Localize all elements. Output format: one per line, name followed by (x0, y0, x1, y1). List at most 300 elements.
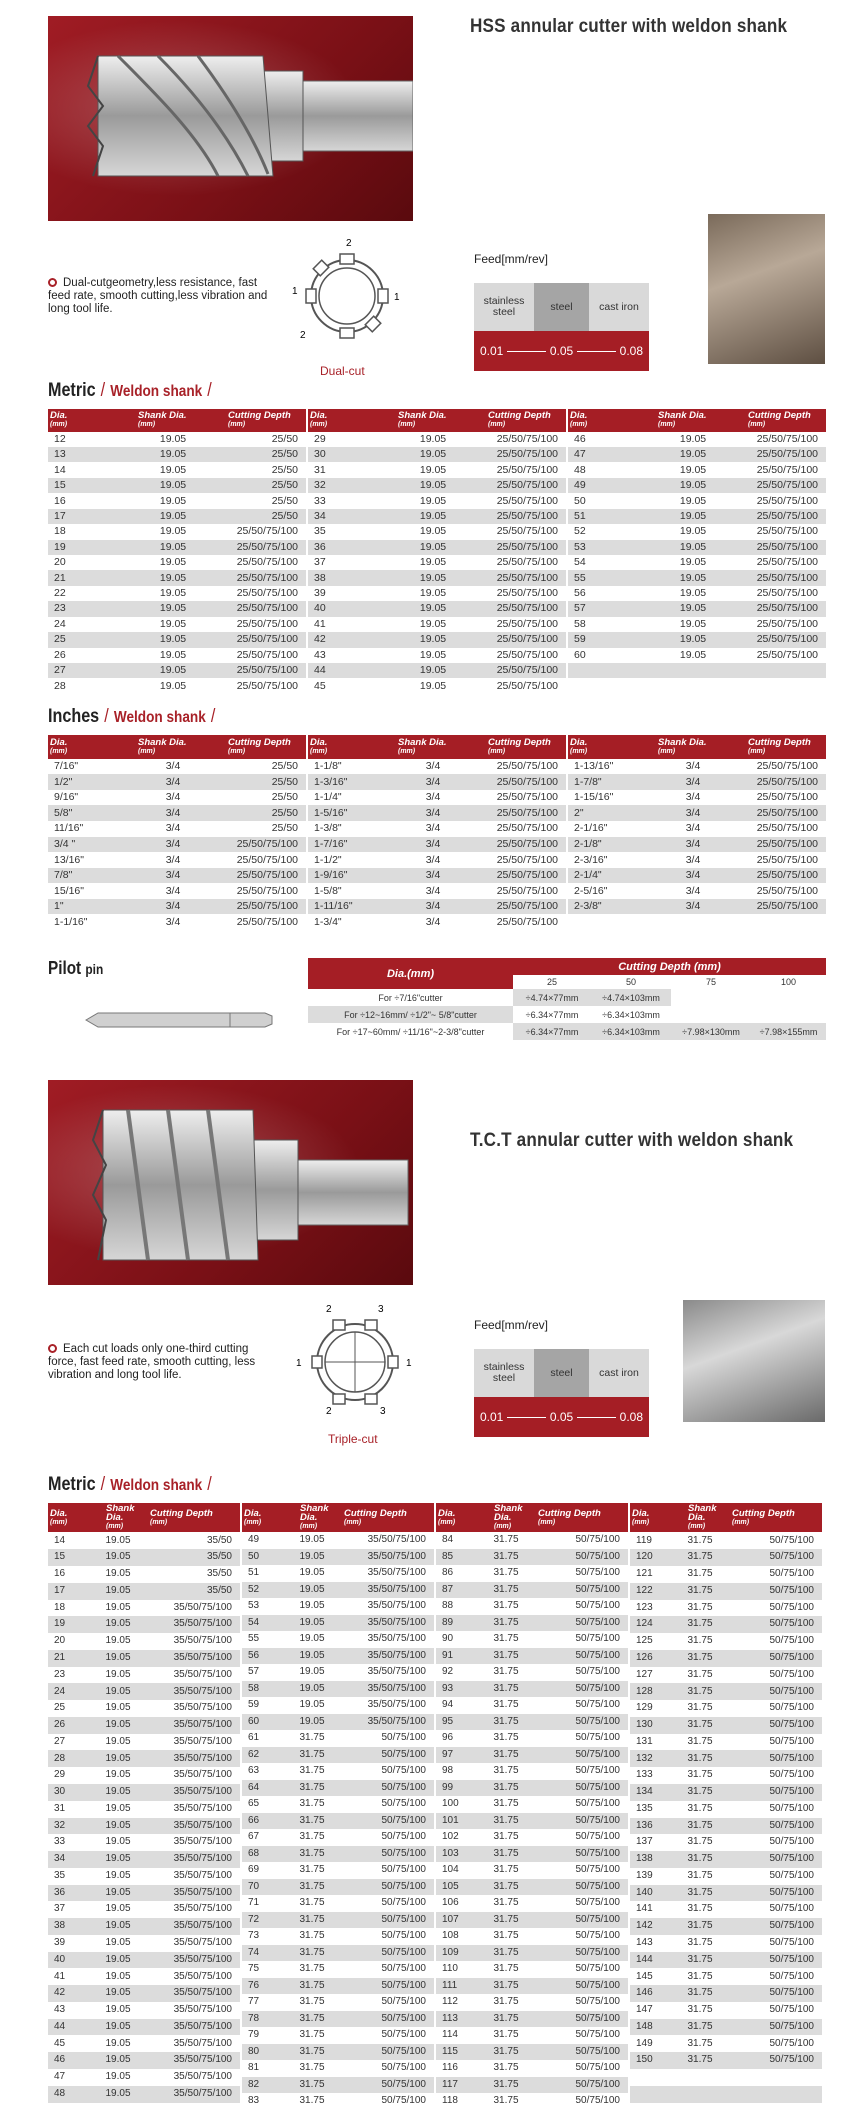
dia-cell: 37 (308, 555, 388, 570)
dia-cell: 93 (436, 1681, 484, 1698)
dia-cell: 1-5/16" (308, 805, 388, 821)
table-row (48, 617, 306, 632)
table-row (436, 1615, 628, 1632)
table-row (568, 493, 826, 508)
depth-cell: 25/50/75/100 (738, 821, 826, 837)
dia-cell: 13/16" (48, 852, 128, 868)
shank-cell: 31.75 (678, 1901, 722, 1918)
shank-cell: 31.75 (678, 1885, 722, 1902)
depth-cell: 50/75/100 (722, 1549, 822, 1566)
table-row (436, 2093, 628, 2110)
depth-cell: 50/75/100 (722, 1935, 822, 1952)
dia-cell: 94 (436, 1697, 484, 1714)
depth-cell: 50/75/100 (528, 1912, 628, 1929)
depth-cell: 25/50/75/100 (478, 648, 566, 663)
depth-cell: 25/50/75/100 (478, 617, 566, 632)
depth-cell: 50/75/100 (722, 1532, 822, 1549)
shank-cell: 19.05 (290, 1714, 334, 1731)
shank-header: Shank Dia. (mm) (678, 1503, 722, 1532)
shank-cell: 19.05 (96, 1600, 140, 1617)
depth-cell: 25/50/75/100 (478, 821, 566, 837)
table-row (308, 805, 566, 821)
depth-cell: 35/50/75/100 (334, 1582, 434, 1599)
table-row (630, 2052, 822, 2069)
table-row (48, 1918, 240, 1935)
dia-cell: 146 (630, 1985, 678, 2002)
table-row (630, 1583, 822, 1600)
depth-cell: 25/50/75/100 (478, 478, 566, 493)
depth-cell: 25/50/75/100 (218, 899, 306, 915)
shank-cell: 19.05 (388, 509, 478, 524)
dia-cell: 56 (568, 586, 648, 601)
table-row (48, 1935, 240, 1952)
feed-max: 0.08 (619, 1410, 644, 1424)
depth-cell: 25/50 (218, 447, 306, 462)
table-row (48, 899, 306, 915)
shank-cell: 31.75 (484, 1598, 528, 1615)
shank-cell: 19.05 (96, 2019, 140, 2036)
shank-cell: 31.75 (678, 1532, 722, 1549)
table-row (568, 852, 826, 868)
feed-max: 0.08 (619, 344, 644, 358)
dia-cell: 9/16" (48, 790, 128, 806)
dia-cell: 39 (48, 1935, 96, 1952)
dia-cell: 23 (48, 1667, 96, 1684)
triple-cut-label: Triple-cut (328, 1432, 378, 1446)
depth-cell: 50/75/100 (528, 1978, 628, 1995)
shank-cell: 3/4 (388, 790, 478, 806)
feed-cast-iron: cast iron (589, 1349, 649, 1397)
table-row (630, 1818, 822, 1835)
shank-cell: 31.75 (678, 1633, 722, 1650)
depth-cell: 25/50/75/100 (478, 601, 566, 616)
shank-cell: 31.75 (678, 1700, 722, 1717)
table-row (568, 868, 826, 884)
dia-cell: 41 (308, 617, 388, 632)
table-row (48, 509, 306, 524)
table-row (48, 1616, 240, 1633)
table-row (436, 1928, 628, 1945)
depth-cell: 50/75/100 (722, 1767, 822, 1784)
dia-header: Dia. (mm) (308, 735, 388, 759)
depth-cell: 25/50/75/100 (478, 837, 566, 853)
dia-cell: 1-9/16" (308, 868, 388, 884)
table-row (48, 586, 306, 601)
shank-cell: 31.75 (678, 2002, 722, 2019)
shank-cell: 31.75 (484, 2044, 528, 2061)
table-row (48, 1868, 240, 1885)
shank-cell: 31.75 (484, 1532, 528, 1549)
depth-cell: 50/75/100 (722, 1616, 822, 1633)
shank-cell: 19.05 (648, 570, 738, 585)
dia-cell: 1-5/8" (308, 883, 388, 899)
dia-cell: 130 (630, 1717, 678, 1734)
shank-cell: 19.05 (96, 1683, 140, 1700)
depth-cell: 50/75/100 (722, 1734, 822, 1751)
dia-cell: 17 (48, 1583, 96, 1600)
feed-min: 0.01 (480, 1410, 504, 1424)
shank-cell: 19.05 (128, 617, 218, 632)
table-row (308, 432, 566, 447)
dia-cell: 150 (630, 2052, 678, 2069)
shank-cell: 19.05 (388, 478, 478, 493)
feed-stainless: stainless steel (474, 283, 534, 331)
table-row (308, 462, 566, 477)
shank-cell: 3/4 (388, 821, 478, 837)
shank-cell: 3/4 (648, 868, 738, 884)
table-row (630, 1549, 822, 1566)
depth-cell: 25/50/75/100 (478, 586, 566, 601)
table-row (308, 648, 566, 663)
shank-cell: 31.75 (290, 1945, 334, 1962)
dia-cell: 66 (242, 1813, 290, 1830)
tct-cutter-illustration (48, 1080, 413, 1285)
dia-cell: 16 (48, 1566, 96, 1583)
depth-cell: 25/50/75/100 (218, 914, 306, 930)
shank-cell: 31.75 (290, 2011, 334, 2028)
dia-cell: 87 (436, 1582, 484, 1599)
feed-steel: steel (534, 283, 589, 331)
depth-cell: 25/50/75/100 (738, 852, 826, 868)
table-row (630, 1885, 822, 1902)
shank-cell (648, 663, 738, 678)
shank-cell: 19.05 (388, 617, 478, 632)
depth-cell: 25/50/75/100 (218, 524, 306, 539)
dia-cell: 55 (568, 570, 648, 585)
dia-cell: 1-3/4" (308, 914, 388, 930)
shank-cell: 31.75 (290, 1928, 334, 1945)
depth-cell: 25/50/75/100 (738, 759, 826, 775)
table-row (242, 1697, 434, 1714)
dia-header: Dia. (mm) (436, 1503, 484, 1532)
depth-cell: 50/75/100 (334, 2044, 434, 2061)
table-row (48, 1968, 240, 1985)
table-row (568, 899, 826, 915)
dia-cell: 133 (630, 1767, 678, 1784)
pilot-row: For ÷12~16mm/ ÷1/2"~ 5/8"cutter ÷6.34×77mm ÷6.34×103mm (308, 1006, 826, 1023)
table-row (568, 601, 826, 616)
dia-cell: 1-11/16" (308, 899, 388, 915)
depth-cell: 35/50/75/100 (140, 1918, 240, 1935)
table-row (242, 1615, 434, 1632)
depth-cell: 25/50/75/100 (218, 648, 306, 663)
dia-cell: 109 (436, 1945, 484, 1962)
dia-cell: 112 (436, 1994, 484, 2011)
dia-cell: 82 (242, 2077, 290, 2094)
table-row (48, 1549, 240, 1566)
dia-cell: 131 (630, 1734, 678, 1751)
table-row (630, 1901, 822, 1918)
dia-cell: 47 (48, 2069, 96, 2086)
dia-cell: 37 (48, 1901, 96, 1918)
table-row (308, 759, 566, 775)
shank-cell: 19.05 (96, 1818, 140, 1835)
table-row (242, 1747, 434, 1764)
table-row (48, 1834, 240, 1851)
inches-column-2 (308, 735, 566, 930)
dia-cell: 16 (48, 493, 128, 508)
depth-cell: 50/75/100 (334, 1813, 434, 1830)
shank-cell: 31.75 (484, 1994, 528, 2011)
dia-cell: 3/4 " (48, 837, 128, 853)
dia-cell: 71 (242, 1895, 290, 1912)
table-row (308, 821, 566, 837)
dia-cell: 15 (48, 478, 128, 493)
dia-cell: 28 (48, 1750, 96, 1767)
dia-cell: 54 (568, 555, 648, 570)
shank-cell: 19.05 (96, 1901, 140, 1918)
shank-cell: 31.75 (290, 1846, 334, 1863)
table-row (436, 1747, 628, 1764)
dia-cell: 57 (242, 1664, 290, 1681)
depth-cell: 50/75/100 (722, 2035, 822, 2052)
table-row (436, 1532, 628, 1549)
table-row (308, 852, 566, 868)
shank-cell: 19.05 (96, 1885, 140, 1902)
table-row (568, 524, 826, 539)
hss-description: Dual-cutgeometry,less resistance, fast feed rate, smooth cutting,less vibration and long tool life. (48, 277, 268, 315)
dia-cell: 1-3/16" (308, 774, 388, 790)
dia-cell: 31 (48, 1801, 96, 1818)
table-row (48, 432, 306, 447)
dia-cell (568, 663, 648, 678)
pilot-pin-heading: Pilot pin (48, 958, 104, 978)
dia-cell: 25 (48, 632, 128, 647)
dia-cell: 11/16" (48, 821, 128, 837)
depth-cell: 50/75/100 (334, 1862, 434, 1879)
shank-cell: 19.05 (388, 540, 478, 555)
table-row (48, 1767, 240, 1784)
depth-cell: 25/50/75/100 (738, 774, 826, 790)
table-row (630, 1717, 822, 1734)
table-row (308, 632, 566, 647)
table-row (48, 663, 306, 678)
depth-cell: 50/75/100 (334, 2093, 434, 2110)
depth-cell: 25/50/75/100 (478, 432, 566, 447)
dia-cell: 35 (48, 1868, 96, 1885)
shank-cell: 19.05 (128, 447, 218, 462)
table-row (630, 1985, 822, 2002)
depth-cell: 25/50/75/100 (218, 555, 306, 570)
table-row (48, 1985, 240, 2002)
dia-cell: 13 (48, 447, 128, 462)
dia-cell (630, 2086, 678, 2103)
table-row (242, 2077, 434, 2094)
shank-cell: 3/4 (388, 868, 478, 884)
metric-heading-1: Metric / Weldon shank / (48, 380, 212, 401)
svg-text:2: 2 (326, 1304, 332, 1315)
dia-cell: 2-3/8" (568, 899, 648, 915)
depth-cell: 50/75/100 (334, 1912, 434, 1929)
depth-cell: 50/75/100 (722, 1952, 822, 1969)
depth-cell: 35/50/75/100 (140, 2035, 240, 2052)
dia-cell: 26 (48, 1717, 96, 1734)
table-row (436, 1978, 628, 1995)
shank-cell: 31.75 (484, 1862, 528, 1879)
shank-cell: 31.75 (678, 1650, 722, 1667)
dia-cell: 32 (308, 478, 388, 493)
dia-cell: 69 (242, 1862, 290, 1879)
depth-cell: 50/75/100 (528, 1895, 628, 1912)
shank-cell: 19.05 (96, 1650, 140, 1667)
depth-cell: 35/50/75/100 (334, 1714, 434, 1731)
shank-cell: 19.05 (388, 678, 478, 694)
depth-cell: 50/75/100 (528, 1763, 628, 1780)
table-row (436, 2027, 628, 2044)
table-row (242, 1895, 434, 1912)
depth-cell: 50/75/100 (528, 1846, 628, 1863)
shank-cell: 19.05 (96, 1918, 140, 1935)
depth-cell (738, 678, 826, 694)
depth-cell: 25/50/75/100 (478, 493, 566, 508)
shank-header: Shank Dia. (mm) (648, 735, 738, 759)
shank-cell: 31.75 (290, 1813, 334, 1830)
table-row (568, 805, 826, 821)
dia-cell: 35 (308, 524, 388, 539)
depth-header: Cutting Depth (mm) (218, 409, 306, 432)
shank-cell: 31.75 (484, 2093, 528, 2110)
shank-cell: 31.75 (484, 1582, 528, 1599)
shank-cell: 19.05 (648, 586, 738, 601)
shank-cell: 19.05 (648, 540, 738, 555)
table-row (242, 1862, 434, 1879)
depth-cell: 35/50/75/100 (334, 1615, 434, 1632)
depth-cell: 50/75/100 (334, 1846, 434, 1863)
shank-cell: 19.05 (96, 2069, 140, 2086)
depth-cell: 50/75/100 (528, 1780, 628, 1797)
table-row (242, 2060, 434, 2077)
dia-cell: 124 (630, 1616, 678, 1633)
dia-cell: 30 (48, 1784, 96, 1801)
dia-cell: 73 (242, 1928, 290, 1945)
depth-cell: 25/50 (218, 509, 306, 524)
svg-text:1: 1 (406, 1358, 412, 1369)
depth-cell: 35/50/75/100 (140, 1901, 240, 1918)
shank-cell: 19.05 (290, 1565, 334, 1582)
svg-text:1: 1 (394, 292, 400, 303)
dia-cell: 1-1/8" (308, 759, 388, 775)
depth-50: 50 (591, 975, 671, 989)
depth-cell: 50/75/100 (334, 1994, 434, 2011)
depth-cell: 25/50/75/100 (738, 790, 826, 806)
dia-cell: 70 (242, 1879, 290, 1896)
table-row (48, 493, 306, 508)
depth-cell: 35/50/75/100 (140, 1834, 240, 1851)
table-row (436, 1681, 628, 1698)
shank-cell: 3/4 (648, 790, 738, 806)
depth-cell: 35/50/75/100 (140, 1600, 240, 1617)
depth-cell: 50/75/100 (528, 1648, 628, 1665)
table-row (48, 570, 306, 585)
depth-cell: 25/50/75/100 (218, 837, 306, 853)
table-row (48, 805, 306, 821)
dia-cell: 24 (48, 1683, 96, 1700)
table-row (436, 1912, 628, 1929)
depth-cell: 50/75/100 (722, 1650, 822, 1667)
shank-cell: 19.05 (128, 570, 218, 585)
dia-cell: 76 (242, 1978, 290, 1995)
table-row (242, 1631, 434, 1648)
table-row (436, 1945, 628, 1962)
dual-cut-label: Dual-cut (320, 364, 365, 378)
depth-cell: 50/75/100 (528, 1565, 628, 1582)
shank-cell: 3/4 (128, 899, 218, 915)
dia-cell: 1-13/16" (568, 759, 648, 775)
table-row (48, 883, 306, 899)
dia-cell: 42 (48, 1985, 96, 2002)
dia-cell: 48 (48, 2086, 96, 2103)
depth-cell: 25/50/75/100 (478, 509, 566, 524)
table-row (568, 447, 826, 462)
shank-cell: 31.75 (290, 1961, 334, 1978)
shank-cell: 19.05 (128, 586, 218, 601)
shank-cell: 3/4 (388, 852, 478, 868)
pilot-pin-table (308, 958, 826, 1040)
depth-cell: 50/75/100 (722, 1600, 822, 1617)
shank-cell: 3/4 (388, 805, 478, 821)
table-row (48, 540, 306, 555)
depth-cell: 25/50/75/100 (478, 790, 566, 806)
table-row (630, 1784, 822, 1801)
dia-cell: 64 (242, 1780, 290, 1797)
depth-cell: 50/75/100 (334, 1961, 434, 1978)
pilot-dia-header: Dia.(mm) (308, 958, 513, 989)
shank-cell: 31.75 (484, 1714, 528, 1731)
dia-cell: 43 (308, 648, 388, 663)
shank-cell: 3/4 (128, 805, 218, 821)
depth-cell: 25/50/75/100 (738, 447, 826, 462)
dia-cell: 132 (630, 1750, 678, 1767)
depth-cell: 50/75/100 (528, 1829, 628, 1846)
shank-cell: 31.75 (678, 1918, 722, 1935)
table-row (568, 555, 826, 570)
shank-cell: 31.75 (484, 1945, 528, 1962)
depth-cell: 25/50 (218, 478, 306, 493)
depth-cell: 25/50/75/100 (738, 509, 826, 524)
depth-cell: 35/50/75/100 (140, 1717, 240, 1734)
shank-cell: 19.05 (128, 601, 218, 616)
dia-cell: 49 (242, 1532, 290, 1549)
depth-cell: 35/50/75/100 (140, 1734, 240, 1751)
depth-header: Cutting Depth (mm) (334, 1503, 434, 1532)
dia-cell: 97 (436, 1747, 484, 1764)
depth-cell: 25/50/75/100 (218, 540, 306, 555)
shank-cell: 31.75 (484, 1763, 528, 1780)
depth-cell: 25/50/75/100 (478, 868, 566, 884)
depth-cell: 50/75/100 (528, 1549, 628, 1566)
metric1-column-3 (568, 409, 826, 694)
shank-cell: 31.75 (484, 1565, 528, 1582)
shank-cell: 19.05 (290, 1582, 334, 1599)
depth-header: Cutting Depth (mm) (738, 735, 826, 759)
table-row (308, 601, 566, 616)
table-row (630, 1667, 822, 1684)
table-row (242, 2027, 434, 2044)
depth-cell: 25/50 (218, 821, 306, 837)
dia-cell: 47 (568, 447, 648, 462)
dia-cell: 96 (436, 1730, 484, 1747)
dia-cell: 102 (436, 1829, 484, 1846)
shank-cell: 3/4 (128, 821, 218, 837)
tct-drilling-photo (683, 1300, 825, 1422)
shank-cell: 3/4 (648, 821, 738, 837)
hss-feed-chart (474, 283, 649, 371)
depth-cell: 50/75/100 (334, 1730, 434, 1747)
depth-cell: 50/75/100 (528, 1697, 628, 1714)
table-row (436, 1631, 628, 1648)
shank-cell: 3/4 (388, 883, 478, 899)
depth-cell: 25/50/75/100 (478, 555, 566, 570)
